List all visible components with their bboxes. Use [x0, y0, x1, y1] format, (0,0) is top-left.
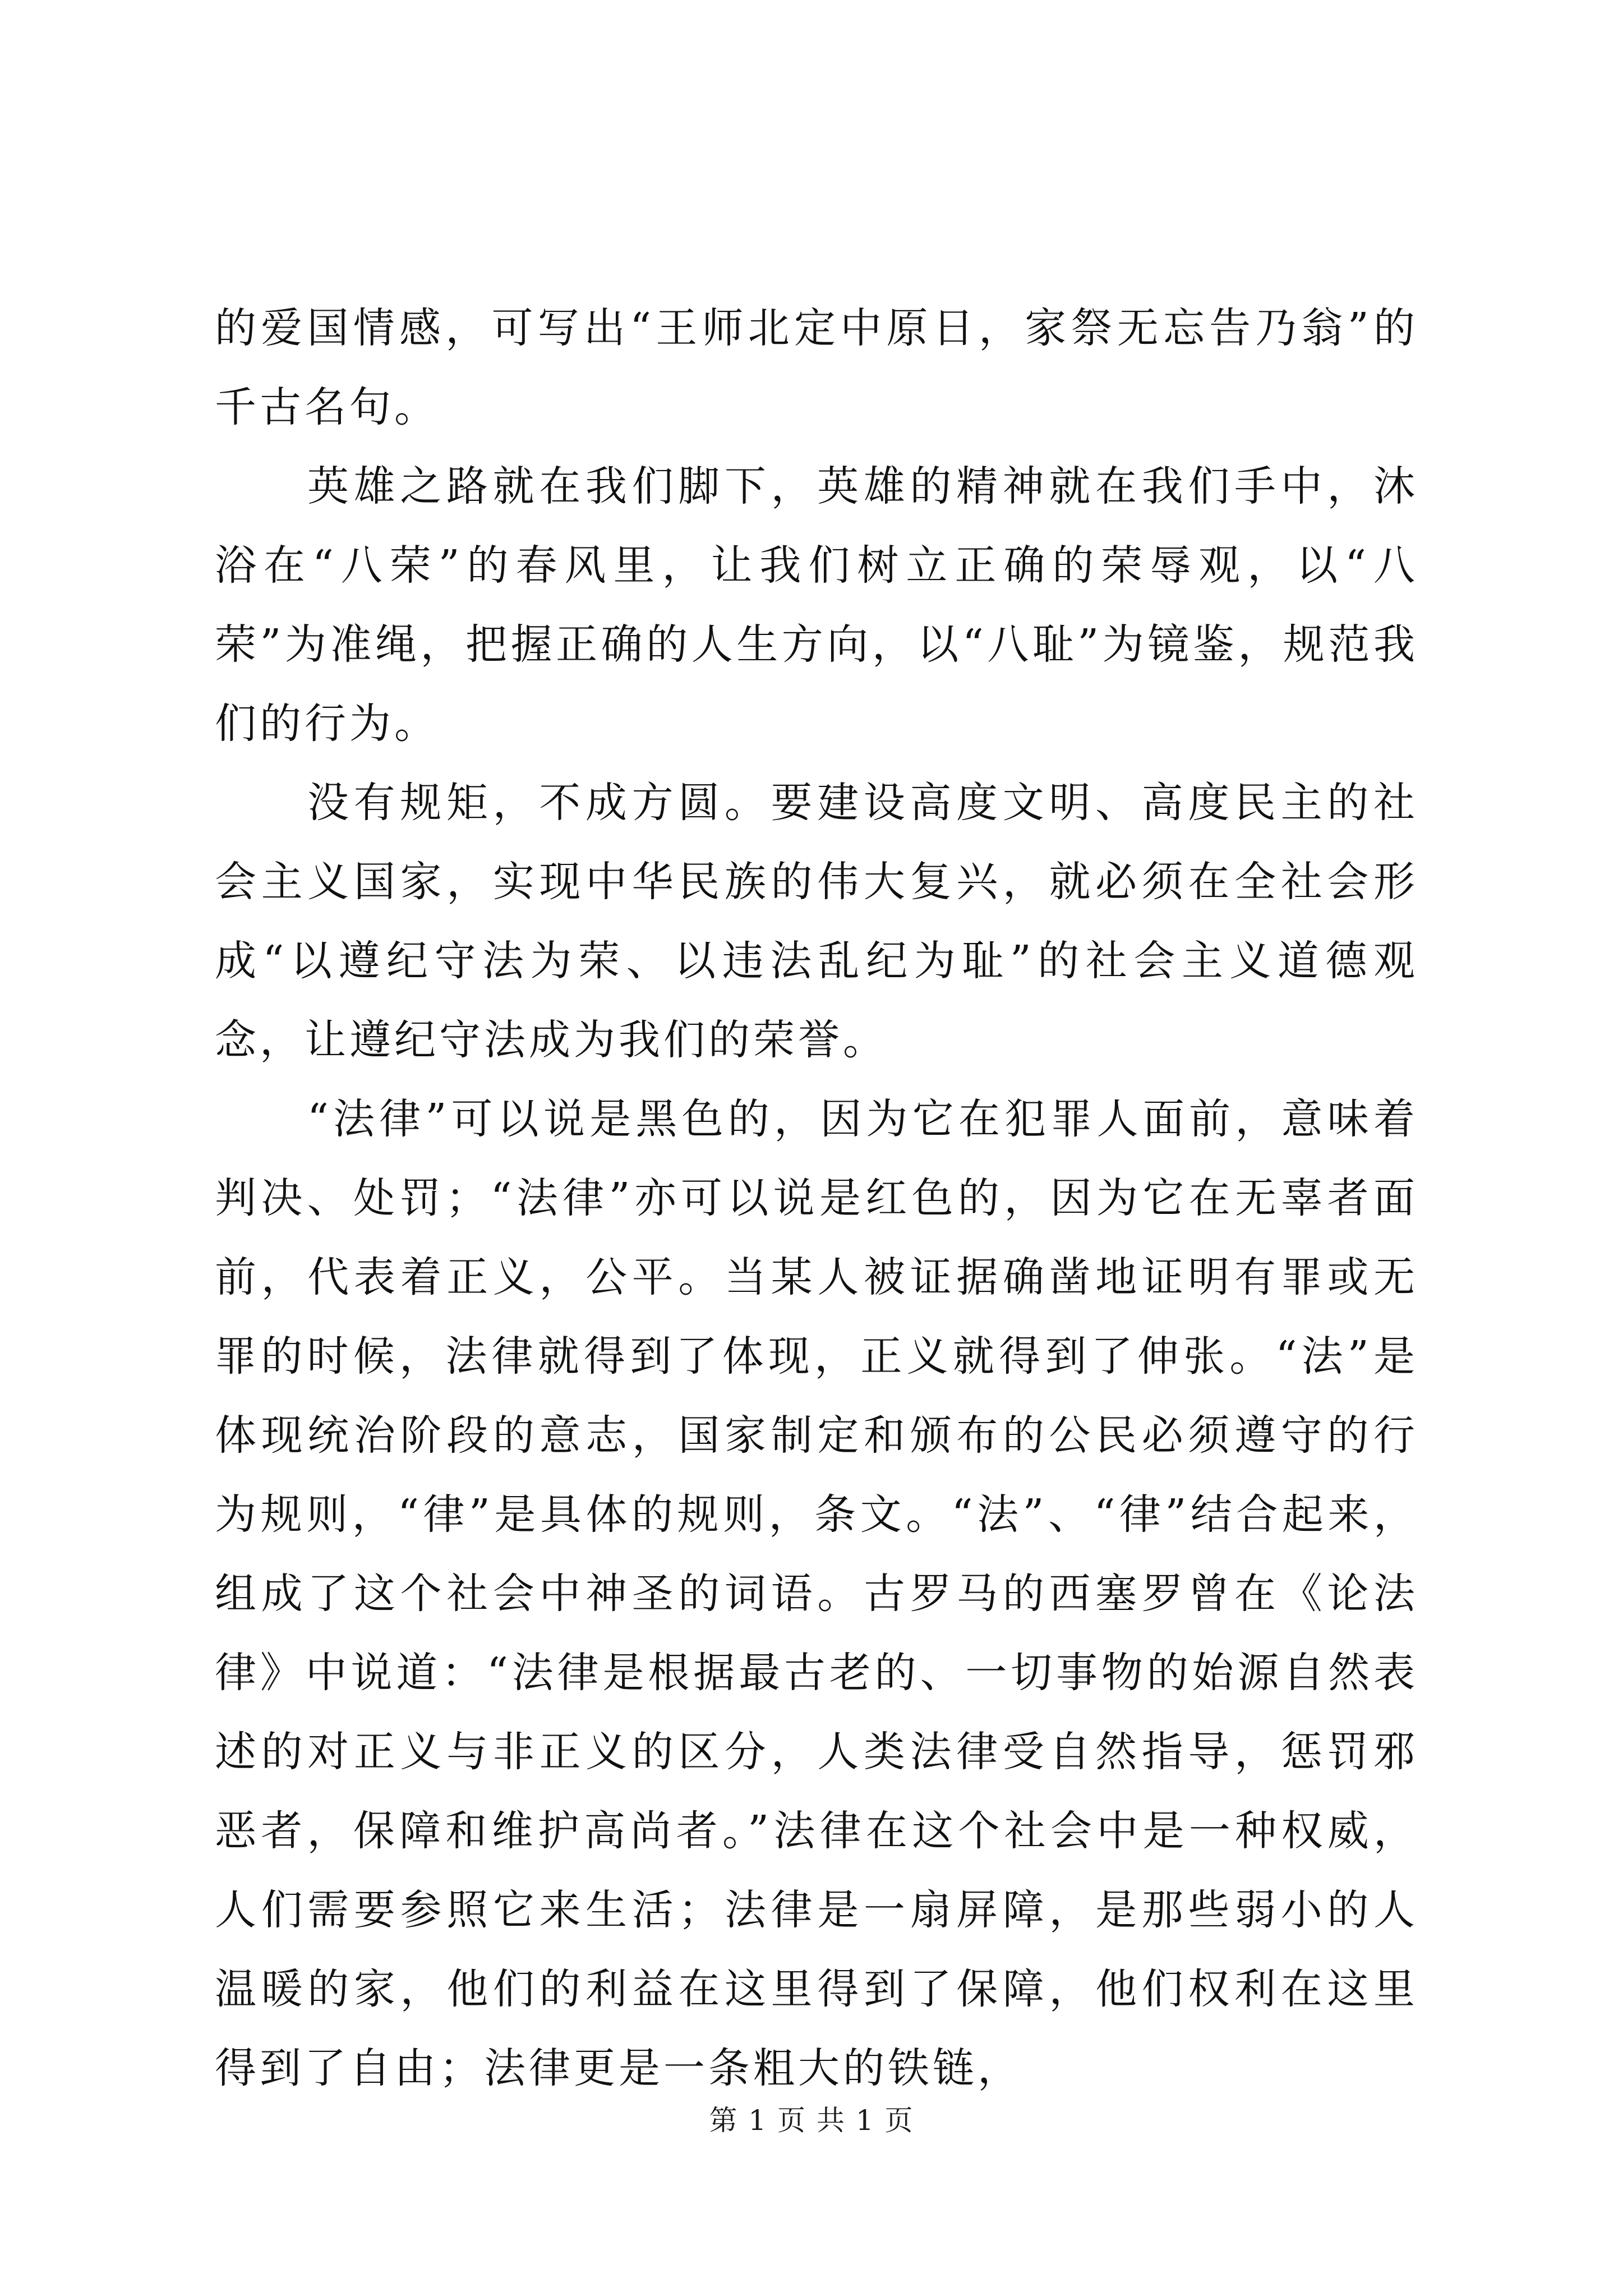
paragraph-2: 英雄之路就在我们脚下，英雄的精神就在我们手中，沐浴在“八荣”的春风里，让我们树立正确的荣辱观，以“八荣”为准绳，把握正确的人生方向，以“八耻”为镜鉴，规范我们的行为。: [215, 462, 1418, 748]
paragraph-3: 没有规矩，不成方圆。要建设高度文明、高度民主的社会主义国家，实现中华民族的伟大复兴，就必须在全社会形成“以遵纪守法为荣、以违法乱纪为耻”的社会主义道德观念，让遵纪守法成为我们的荣誉。: [215, 779, 1418, 1064]
paragraph-1: 的爱国情感，可写出“王师北定中原日，家祭无忘告乃翁”的千古名句。: [215, 304, 1418, 431]
page-footer: 第 1 页 共 1 页: [709, 2104, 914, 2137]
document-body: [215, 289, 1418, 2108]
paragraph-4: “法律”可以说是黑色的，因为它在犯罪人面前，意味着判决、处罚；“法律”亦可以说是红色的，因为它在无辜者面前，代表着正义，公平。当某人被证据确凿地证明有罪或无罪的时候，法律就得到了体现，正义就得到了伸张。“法”是体现统治阶段的意志，国家制定和颁布的公民必须遵守的行为规则，“律”是具体的规则，条文。“法”、“律”结合起来，组成了这个社会中神圣的词语。古罗马的西塞罗曾在《论法律》中说道：“法律是根据最古老的、一切事物的始源自然表述的对正义与非正义的区分，人类法律受自然指导，惩罚邪恶者，保障和维护高尚者。”法律在这个社会中是一种权威，人们需要参照它来生活；法律是一扇屏障，是那些弱小的人温暖的家，他们的利益在这里得到了保障，他们权利在这里得到了自由；法律更是一条粗大的铁链，: [215, 1095, 1418, 2092]
